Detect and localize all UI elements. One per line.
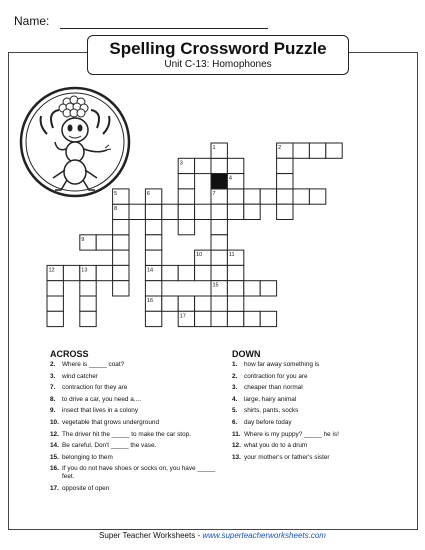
grid-cell[interactable] <box>244 189 260 204</box>
clue-number-12: 12 <box>48 267 55 274</box>
down-clue-list <box>232 361 402 462</box>
down-clues <box>232 350 402 465</box>
clue-number-7: 7 <box>212 190 216 197</box>
clue-number-5: 5 <box>114 190 118 197</box>
grid-cell[interactable] <box>145 281 161 296</box>
grid-cell[interactable] <box>277 158 293 173</box>
clue-across-14: 14. Be careful. Don't _____ the vase. <box>50 442 157 450</box>
clue-number-17: 17 <box>179 313 186 320</box>
grid-cell[interactable] <box>145 250 161 265</box>
across-heading: ACROSS <box>50 349 89 359</box>
grid-cell[interactable] <box>96 235 112 250</box>
grid-cell[interactable] <box>129 204 145 219</box>
clue-across-3: 3. wind catcher <box>50 372 98 380</box>
grid-cell[interactable] <box>309 143 325 158</box>
grid-cell[interactable] <box>113 235 129 250</box>
grid-cell[interactable] <box>326 143 342 158</box>
grid-cell[interactable] <box>162 265 178 280</box>
clue-number-6: 6 <box>146 190 150 197</box>
clue-across-8: 8. to drive a car, you need a.... <box>50 395 141 403</box>
grid-cell[interactable] <box>309 189 325 204</box>
clue-across-15: 15. belonging to them <box>50 453 113 461</box>
grid-cell[interactable] <box>211 204 227 219</box>
page-title: Spelling Crossword Puzzle <box>109 39 327 58</box>
grid-cell[interactable] <box>227 311 243 326</box>
grid-cell[interactable] <box>293 189 309 204</box>
clue-down-5: 5. shirts, pants, socks <box>232 407 299 415</box>
footer <box>0 531 425 540</box>
clue-across-12: 12. The driver hit the _____ to make the car stop. <box>50 430 191 438</box>
grid-cell[interactable] <box>145 204 161 219</box>
grid-cell[interactable] <box>145 220 161 235</box>
grid-cell[interactable] <box>227 204 243 219</box>
clue-number-10: 10 <box>196 252 203 259</box>
clue-number-3: 3 <box>179 160 183 167</box>
grid-cell[interactable] <box>211 311 227 326</box>
grid-cell[interactable] <box>80 281 96 296</box>
grid-cell[interactable] <box>277 174 293 189</box>
grid-cell[interactable] <box>244 204 260 219</box>
clue-number-4: 4 <box>228 175 232 182</box>
grid-cell[interactable] <box>211 235 227 250</box>
clue-down-12: 12. what you do to a drum <box>232 442 308 450</box>
page-subtitle: Unit C-13: Homophones <box>164 59 272 70</box>
clue-down-11: 11. Where is my puppy? _____ he is! <box>232 430 339 438</box>
clue-down-13: 13. your mother's or father's sister <box>232 453 330 461</box>
clue-number-16: 16 <box>146 298 154 304</box>
grid-cell[interactable] <box>178 204 194 219</box>
clue-across-16: 16. If you do not have shoes or socks on, you have _____ feet. <box>50 465 216 481</box>
grid-cell[interactable] <box>195 204 211 219</box>
grid-cell[interactable] <box>211 158 227 173</box>
clue-down-2: 2. contraction for you are <box>232 372 308 380</box>
grid-cell[interactable] <box>178 265 194 280</box>
grid-cell[interactable] <box>211 265 227 280</box>
clue-number-1: 1 <box>212 145 216 151</box>
grid-cell[interactable] <box>47 311 63 326</box>
clue-across-7: 7. contraction for they are <box>50 384 128 392</box>
grid-cell[interactable] <box>162 296 178 311</box>
across-clues <box>50 350 220 497</box>
grid-cell[interactable] <box>178 174 194 189</box>
grid-cell[interactable] <box>113 220 129 235</box>
grid-cell[interactable] <box>260 311 276 326</box>
clue-number-15: 15 <box>212 282 219 289</box>
grid-black-square <box>211 174 227 189</box>
grid-cell[interactable] <box>47 296 63 311</box>
clue-across-10: 10. vegetable that grows underground <box>50 418 159 426</box>
grid-cell[interactable] <box>195 311 211 326</box>
grid-cell[interactable] <box>47 281 63 296</box>
clue-across-9: 9. insect that lives in a colony <box>50 407 139 415</box>
grid-cell[interactable] <box>96 265 112 280</box>
grid-cell[interactable] <box>260 189 276 204</box>
grid-cell[interactable] <box>178 220 194 235</box>
grid-cell[interactable] <box>244 281 260 296</box>
grid-cell[interactable] <box>227 189 243 204</box>
clue-number-9: 9 <box>81 236 85 243</box>
footer-link[interactable]: www.superteacherworksheets.com <box>202 531 326 540</box>
grid-cell[interactable] <box>227 158 243 173</box>
grid-cell[interactable] <box>227 265 243 280</box>
grid-cell[interactable] <box>113 281 129 296</box>
clue-number-8: 8 <box>114 206 118 213</box>
grid-cell[interactable] <box>145 311 161 326</box>
clue-number-13: 13 <box>81 267 88 274</box>
clue-number-2: 2 <box>278 145 282 151</box>
grid-cell[interactable] <box>195 296 211 311</box>
clue-down-4: 4. large, hairy animal <box>232 395 297 403</box>
grid-cell[interactable] <box>211 220 227 235</box>
grid-cell[interactable] <box>63 265 79 280</box>
grid-cell[interactable] <box>80 311 96 326</box>
clue-down-6: 6. day before today <box>232 418 292 426</box>
grid-cell[interactable] <box>293 143 309 158</box>
grid-cell[interactable] <box>195 158 211 173</box>
grid-cell[interactable] <box>277 189 293 204</box>
grid-cell[interactable] <box>162 204 178 219</box>
grid-cell[interactable] <box>113 265 129 280</box>
grid-cell[interactable] <box>113 250 129 265</box>
name-label: Name: <box>14 14 50 28</box>
grid-cell[interactable] <box>260 281 276 296</box>
across-clue-list <box>50 361 220 493</box>
clue-across-17: 17. opposite of open <box>50 484 110 492</box>
clue-down-3: 3. cheaper than normal <box>232 384 303 392</box>
grid-cell[interactable] <box>178 189 194 204</box>
clue-number-11: 11 <box>228 252 235 259</box>
grid-cell[interactable] <box>227 281 243 296</box>
clue-number-14: 14 <box>146 267 154 274</box>
footer-brand: Super Teacher Worksheets - <box>99 531 203 540</box>
grid-cell[interactable] <box>178 296 194 311</box>
clue-down-1: 1. how far away something is <box>232 361 320 368</box>
grid-cell[interactable] <box>244 311 260 326</box>
grid-cell[interactable] <box>227 296 243 311</box>
grid-cell[interactable] <box>277 204 293 219</box>
grid-cell[interactable] <box>145 235 161 250</box>
clue-across-2: 2. Where is _____ coat? <box>50 361 125 368</box>
down-heading: DOWN <box>232 349 261 359</box>
grid-cell[interactable] <box>211 250 227 265</box>
grid-cell[interactable] <box>195 265 211 280</box>
grid-cell[interactable] <box>80 296 96 311</box>
